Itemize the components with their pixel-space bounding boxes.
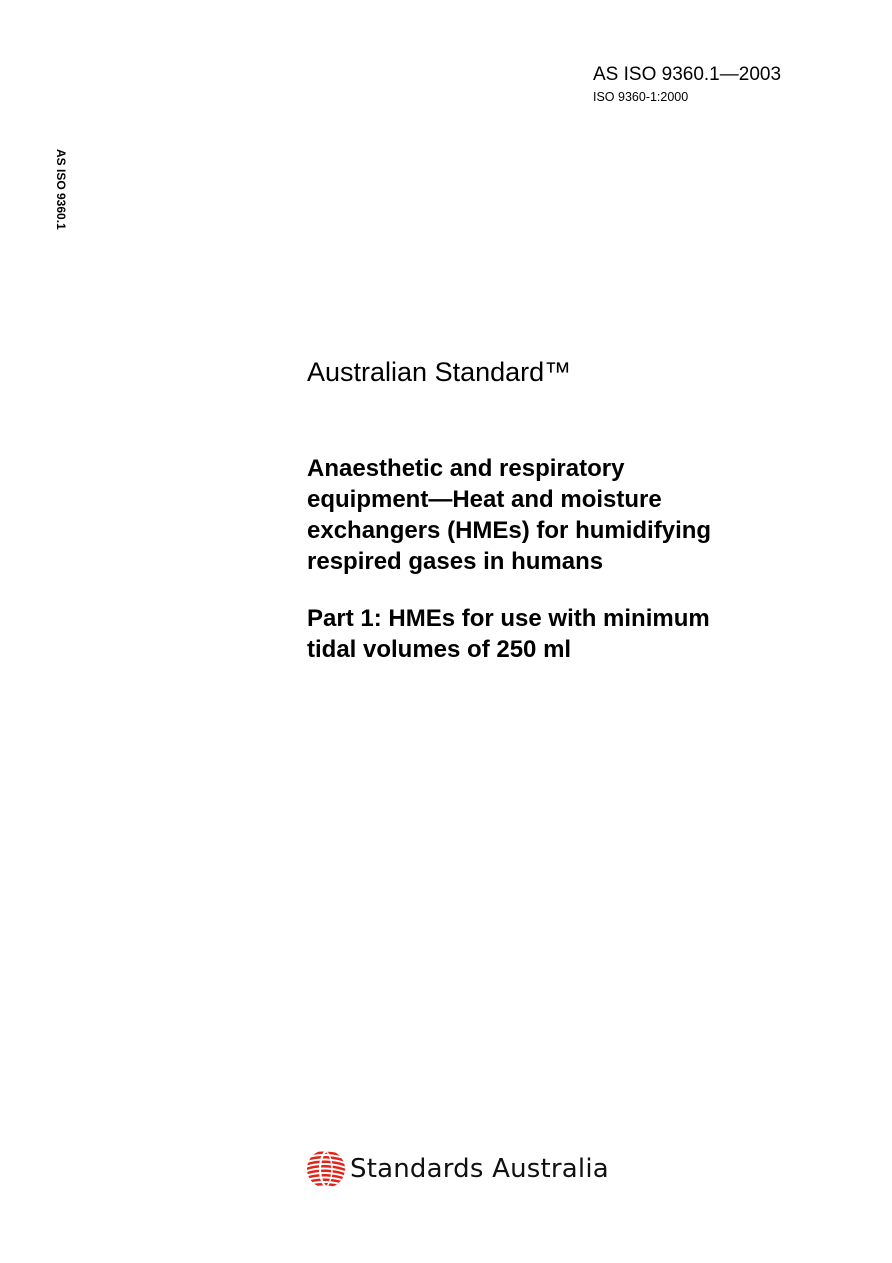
title-line: Anaesthetic and respiratory (307, 455, 625, 482)
part-title-line: tidal volumes of 250 ml (307, 636, 572, 663)
part-title-line: Part 1: HMEs for use with minimum (307, 605, 710, 632)
title-line: exchangers (HMEs) for humidifying (307, 517, 712, 544)
standard-number: AS ISO 9360.1—2003 (593, 64, 782, 85)
iso-reference-number: ISO 9360-1:2000 (593, 90, 689, 104)
part-title (307, 603, 787, 665)
document-title (307, 453, 787, 577)
spine-label: AS ISO 9360.1 (54, 149, 68, 230)
standards-australia-globe-icon (306, 1148, 346, 1190)
series-name: Australian Standard™ (307, 357, 572, 387)
title-line: equipment—Heat and moisture (307, 486, 662, 513)
publisher-logo (306, 1148, 609, 1190)
title-line: respired gases in humans (307, 548, 604, 575)
publisher-name: Standards Australia (350, 1154, 609, 1184)
